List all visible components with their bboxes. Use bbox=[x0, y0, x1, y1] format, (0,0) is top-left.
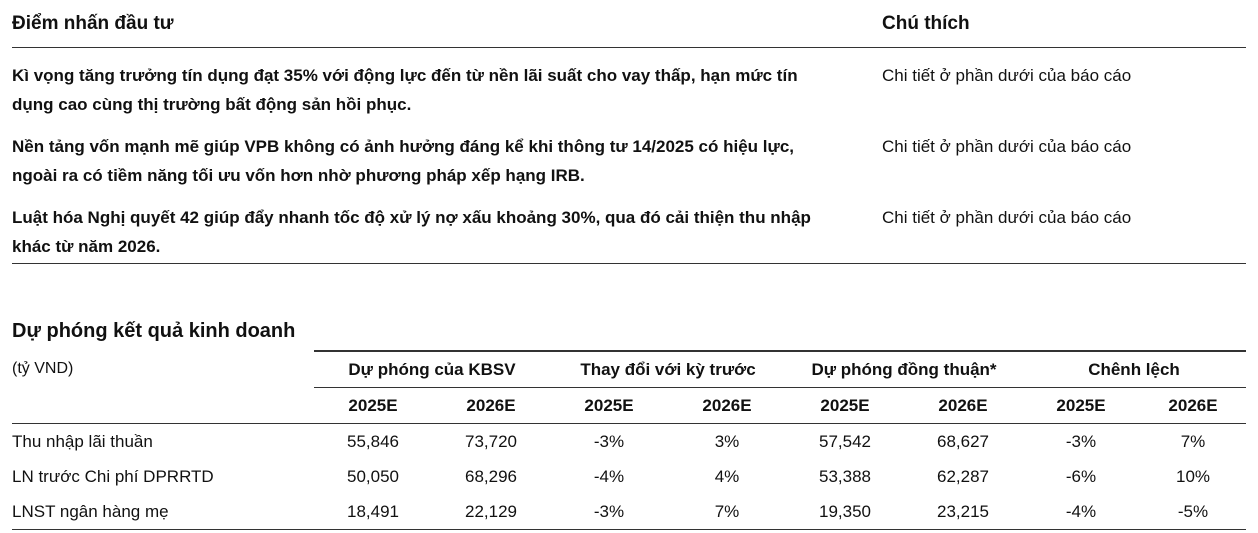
table-row bbox=[12, 459, 1246, 494]
highlights-divider bbox=[12, 263, 1246, 264]
forecast-year-header bbox=[12, 388, 1246, 424]
investment-highlights bbox=[12, 0, 1246, 264]
highlight-text-line: Luật hóa Nghị quyết 42 giúp đẩy nhanh tốc độ xử lý nợ xấu khoảng 30%, qua đó cải thiện thu nhập bbox=[12, 208, 811, 227]
highlight-text bbox=[12, 203, 882, 261]
table-cell: -4% bbox=[1022, 494, 1140, 530]
table-cell: -3% bbox=[1065, 431, 1097, 451]
table-cell: 68,296 bbox=[465, 466, 517, 486]
group-header-difference: Chênh lệch bbox=[1022, 351, 1246, 388]
highlight-note: Chi tiết ở phần dưới của báo cáo bbox=[882, 137, 1132, 156]
year-header: 2025E bbox=[550, 388, 668, 424]
highlight-text bbox=[12, 132, 882, 190]
table-cell: 7% bbox=[668, 494, 786, 530]
table-cell: 3% bbox=[714, 431, 740, 451]
highlight-text-line: khác từ năm 2026. bbox=[12, 237, 161, 256]
year-header: 2026E bbox=[432, 388, 550, 424]
unit-label: (tỷ VND) bbox=[12, 360, 74, 378]
highlight-text bbox=[12, 61, 882, 119]
row-label: Thu nhập lãi thuần bbox=[12, 431, 153, 451]
table-cell: 10% bbox=[1175, 466, 1211, 486]
group-header-consensus: Dự phóng đồng thuận* bbox=[786, 351, 1022, 388]
forecast-title: Dự phóng kết quả kinh doanh bbox=[12, 320, 296, 342]
row-label: LNST ngân hàng mẹ bbox=[12, 494, 314, 530]
highlight-row bbox=[12, 61, 1246, 119]
table-cell: 18,491 bbox=[314, 494, 432, 530]
highlight-text-line: dụng cao cùng thị trường bất động sản hồi phục. bbox=[12, 95, 412, 114]
year-header: 2026E bbox=[1140, 388, 1246, 424]
highlight-row bbox=[12, 132, 1246, 190]
highlight-note: Chi tiết ở phần dưới của báo cáo bbox=[882, 66, 1132, 85]
highlight-text-line: Nền tảng vốn mạnh mẽ giúp VPB không có ảnh hưởng đáng kể khi thông tư 14/2025 có hiệu lực, bbox=[12, 137, 794, 156]
forecast-table bbox=[12, 350, 1246, 530]
highlight-text-line: ngoài ra có tiềm năng tối ưu vốn hơn nhờ phương pháp xếp hạng IRB. bbox=[12, 166, 585, 185]
table-cell: 53,388 bbox=[819, 466, 871, 486]
highlight-note: Chi tiết ở phần dưới của báo cáo bbox=[882, 208, 1132, 227]
table-cell: -3% bbox=[593, 431, 625, 451]
table-row bbox=[12, 424, 1246, 460]
table-cell: 22,129 bbox=[432, 494, 550, 530]
year-header-spacer bbox=[12, 388, 314, 424]
year-header: 2026E bbox=[904, 388, 1022, 424]
table-cell: -5% bbox=[1140, 494, 1246, 530]
group-header-kbsv: Dự phóng của KBSV bbox=[314, 351, 550, 388]
year-header: 2025E bbox=[786, 388, 904, 424]
table-cell: 23,215 bbox=[904, 494, 1022, 530]
table-cell: -4% bbox=[593, 466, 625, 486]
table-cell: 55,846 bbox=[347, 431, 399, 451]
highlight-row bbox=[12, 203, 1246, 261]
year-header: 2025E bbox=[314, 388, 432, 424]
table-row bbox=[12, 494, 1246, 530]
table-cell: 50,050 bbox=[347, 466, 399, 486]
highlights-header bbox=[12, 0, 1246, 48]
year-header: 2025E bbox=[1022, 388, 1140, 424]
highlights-header-title: Điểm nhấn đầu tư bbox=[12, 12, 174, 34]
year-header: 2026E bbox=[668, 388, 786, 424]
table-cell: -6% bbox=[1065, 466, 1097, 486]
highlights-header-note: Chú thích bbox=[882, 12, 970, 34]
table-cell: 4% bbox=[714, 466, 740, 486]
table-cell: 7% bbox=[1180, 431, 1206, 451]
forecast-group-header bbox=[12, 351, 1246, 388]
table-cell: 73,720 bbox=[465, 431, 517, 451]
table-cell: -3% bbox=[550, 494, 668, 530]
row-label: LN trước Chi phí DPRRTD bbox=[12, 466, 214, 486]
group-header-change: Thay đổi với kỳ trước bbox=[550, 351, 786, 388]
table-cell: 62,287 bbox=[937, 466, 989, 486]
table-cell: 19,350 bbox=[786, 494, 904, 530]
highlight-text-line: Kì vọng tăng trưởng tín dụng đạt 35% với động lực đến từ nền lãi suất cho vay thấp, hạn mức tín bbox=[12, 66, 798, 85]
table-cell: 68,627 bbox=[937, 431, 989, 451]
table-cell: 57,542 bbox=[819, 431, 871, 451]
